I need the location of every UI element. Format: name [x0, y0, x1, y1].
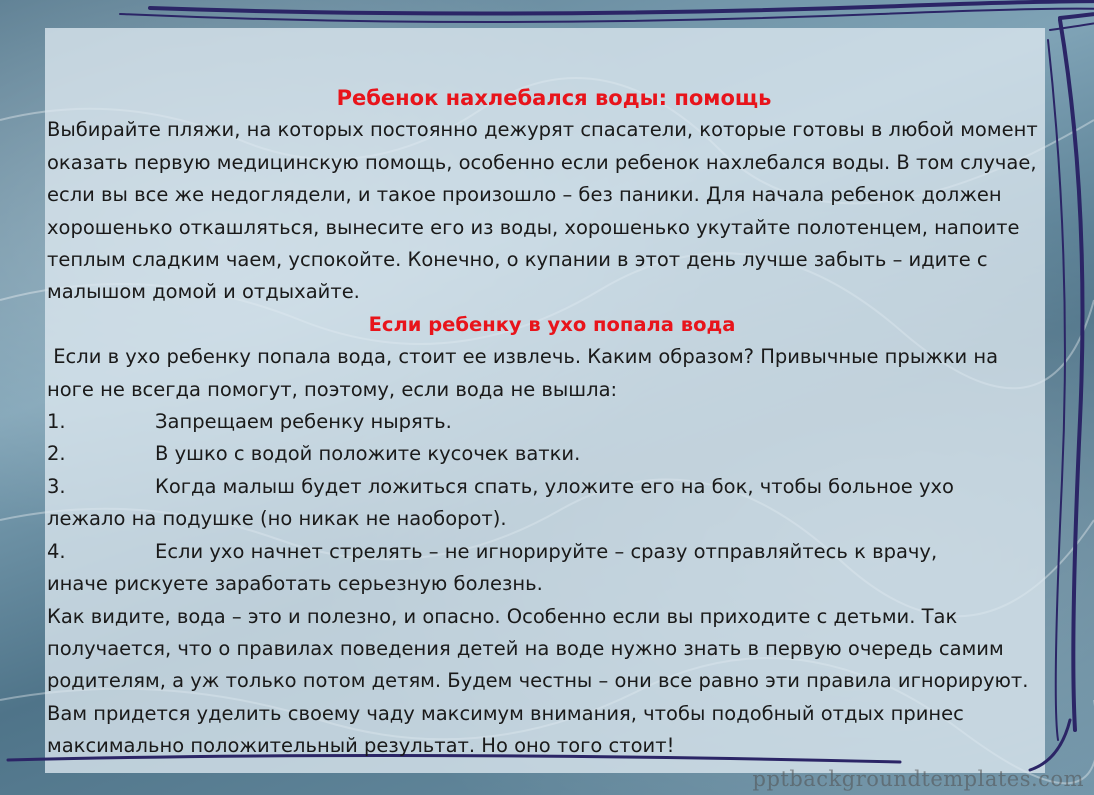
list-text: В ушко с водой положите кусочек ватки. [155, 442, 581, 466]
list-continuation: лежало на подушке (но никак не наоборот). [47, 507, 507, 531]
list-item [47, 471, 1047, 503]
list-number: 2. [47, 442, 66, 466]
conclusion-paragraph: Как видите, вода – это и полезно, и опасно. Особенно если вы приходите с детьми. Так получается, что о правилах поведения детей на воде нужно знать в первую очередь самим родителям, а уж только потом детям. Будем честны – они все равно эти правила игнорируют. Вам придется уделить своему чаду максимум внимания, чтобы подобный отдых принес максимально положительный результат. Но оно того стоит! [47, 604, 1029, 758]
list-item [47, 406, 1047, 438]
list-item [47, 536, 1047, 568]
list-number: 4. [47, 539, 66, 563]
watermark: pptbackgroundtemplates.com [752, 767, 1084, 791]
list-item [47, 438, 1047, 470]
list-number: 3. [47, 474, 66, 498]
list-number: 1. [47, 410, 66, 434]
list-continuation: иначе рискуете заработать серьезную болезнь. [47, 572, 543, 596]
list-text: Когда малыш будет ложиться спать, уложите его на бок, чтобы больное ухо [155, 474, 954, 498]
slide-title: Ребенок нахлебался воды: помощь [336, 86, 772, 110]
intro-paragraph: Выбирайте пляжи, на которых постоянно дежурят спасатели, которые готовы в любой момент оказать первую медицинскую помощь, особенно если ребенок нахлебался воды. В том случае, если вы все же недоглядели, и такое произошло – без паники. Для начала ребенок должен хорошенько откашляться, вынесите его из воды, хорошенько укутайте полотенцем, напоите теплым сладким чаем, успокойте. Конечно, о купании в этот день лучше забыть – идите с малышом домой и отдыхайте. [47, 118, 1038, 304]
section-subtitle: Если ребенку в ухо попала вода [368, 312, 736, 336]
ear-intro-paragraph: Если в ухо ребенку попала вода, стоит ее извлечь. Каким образом? Привычные прыжки на ноге не всегда помогут, поэтому, если вода не вышла: [47, 345, 1005, 401]
list-text: Если ухо начнет стрелять – не игнорируйте – сразу отправляйтесь к врачу, [155, 539, 938, 563]
slide-content [47, 82, 1047, 763]
list-text: Запрещаем ребенку нырять. [155, 410, 452, 434]
